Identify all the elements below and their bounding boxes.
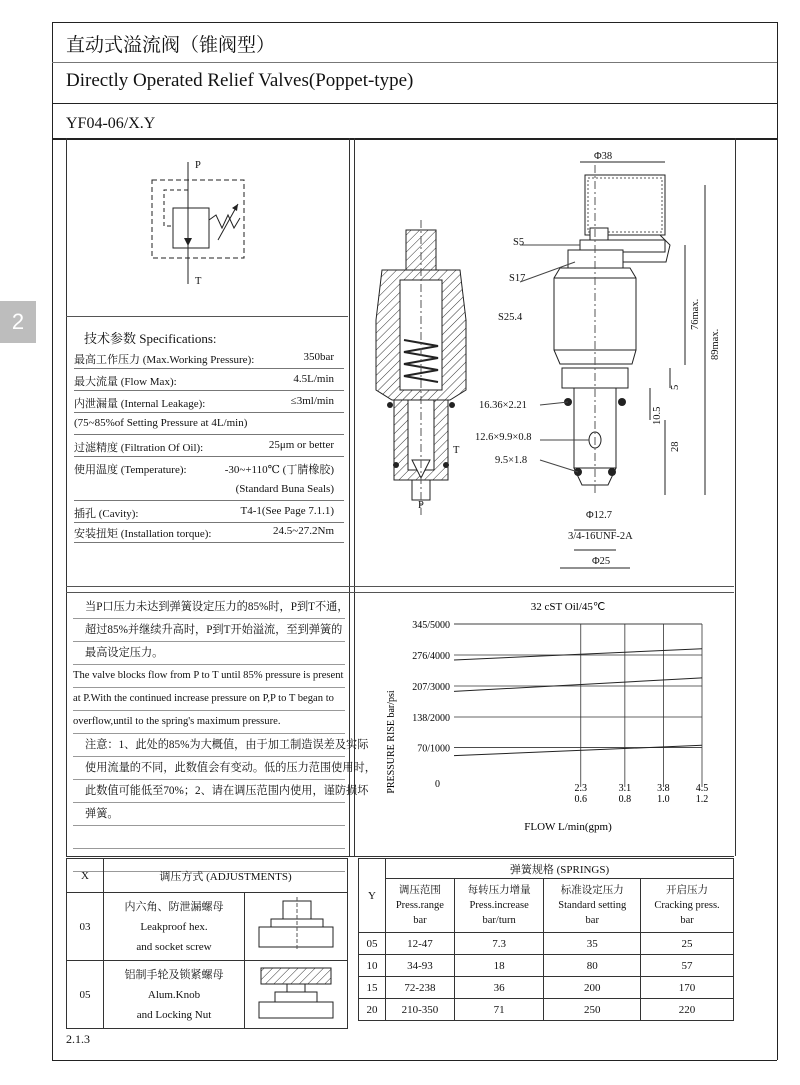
dim-28: 28 bbox=[670, 441, 681, 452]
header-divider bbox=[52, 103, 777, 104]
model-number: YF04-06/X.Y bbox=[66, 115, 156, 132]
chart-x-tick-label-gpm: 0.8 bbox=[618, 794, 632, 805]
frame-top bbox=[52, 22, 777, 23]
pressure-flow-chart bbox=[354, 592, 734, 852]
table-cell: 36 bbox=[454, 977, 544, 999]
spring-code: 20 bbox=[359, 999, 386, 1021]
chart-y-label: PRESSURE RISE bar/psi bbox=[386, 690, 397, 794]
chart-x-tick-label-gpm: 1.2 bbox=[695, 794, 709, 805]
table-row bbox=[359, 999, 734, 1021]
knob-illustration-cell bbox=[245, 961, 348, 1029]
table-cell: 18 bbox=[454, 955, 544, 977]
description-en-line: overflow,until to the spring's maximum pressure. bbox=[73, 711, 345, 734]
section-port-t: T bbox=[453, 445, 460, 456]
spec-row: 最大流量 (Flow Max): 4.5L/min bbox=[74, 370, 344, 391]
symbol-port-p: P bbox=[195, 160, 201, 171]
chart-x-tick-label-gpm: 0.6 bbox=[574, 794, 588, 805]
chart-x-tick-label-gpm: 1.0 bbox=[657, 794, 670, 805]
springs-col-standard: 标准设定压力 Standard setting bar bbox=[544, 879, 641, 933]
table-cell: 35 bbox=[544, 933, 641, 955]
dim-diameter-38: Φ38 bbox=[594, 151, 613, 162]
spring-code: 15 bbox=[359, 977, 386, 999]
table-cell: 200 bbox=[544, 977, 641, 999]
mid-divider bbox=[66, 586, 734, 587]
dim-s25-4: S25.4 bbox=[498, 312, 523, 323]
chart-y-tick-label: 0 bbox=[435, 779, 440, 790]
alum-knob-illustration bbox=[251, 964, 341, 1022]
description-en-line: at P.With the continued increase pressure on P,P to T began to bbox=[73, 688, 345, 711]
description-block bbox=[73, 596, 376, 872]
description-note-line: 注意：1、此处的85%为大概值，由于加工制造误差及实际 bbox=[73, 734, 345, 757]
description-note-line: 使用流量的不同，此数值会有变动。低的压力范围使用时， bbox=[73, 757, 345, 780]
description-cn-line: 超过85%并继续升高时，P到T开始溢流，至到弹簧的 bbox=[73, 619, 345, 642]
chart-x-tick-label: 2.3 bbox=[574, 783, 588, 794]
table-cell: 25 bbox=[641, 933, 734, 955]
dim-s5: S5 bbox=[513, 237, 525, 248]
table-row bbox=[67, 961, 348, 1029]
chart-y-tick-label: 70/1000 bbox=[417, 743, 450, 755]
title-english: Directly Operated Relief Valves(Poppet-type) bbox=[66, 70, 414, 91]
title-divider bbox=[52, 62, 777, 63]
hex-socket-illustration-cell bbox=[245, 893, 348, 961]
dim-s17: S17 bbox=[509, 273, 526, 284]
section-tab[interactable]: 2 bbox=[0, 301, 36, 343]
table-cell: 72-238 bbox=[386, 977, 455, 999]
frame-right bbox=[777, 22, 778, 1060]
hydraulic-symbol bbox=[140, 160, 260, 290]
description-en-line: The valve blocks flow from P to T until 85% pressure is present bbox=[73, 665, 345, 688]
spec-row: (Standard Buna Seals) bbox=[74, 480, 344, 501]
springs-header: 弹簧规格 (SPRINGS) bbox=[386, 859, 734, 879]
spec-row: 插孔 (Cavity): T4-1(See Page 7.1.1) bbox=[74, 502, 344, 523]
adjustments-table bbox=[66, 858, 348, 1029]
table-cell: 7.3 bbox=[454, 933, 544, 955]
table-cell: 220 bbox=[641, 999, 734, 1021]
section-port-p: P bbox=[418, 500, 424, 511]
specs-heading: 技术参数 Specifications: bbox=[84, 331, 217, 346]
description-blank-line bbox=[73, 826, 345, 849]
chart-y-tick-label: 276/4000 bbox=[412, 651, 450, 662]
spec-row: (75~85%of Setting Pressure at 4L/min) bbox=[74, 414, 344, 435]
dim-oring-1: 16.36×2.21 bbox=[479, 400, 527, 411]
table-row bbox=[359, 933, 734, 955]
spec-row: 过滤精度 (Filtration Of Oil): 25μm or better bbox=[74, 436, 344, 457]
spring-code: 10 bbox=[359, 955, 386, 977]
frame-left bbox=[52, 22, 53, 1060]
table-cell: 210-350 bbox=[386, 999, 455, 1021]
description-note-line: 此数值可能低至70%；2、请在调压范围内使用，谨防损坏 bbox=[73, 780, 345, 803]
dim-oring-3: 9.5×1.8 bbox=[495, 455, 528, 466]
dim-76max: 76max. bbox=[690, 298, 701, 330]
page-number: 2.1.3 bbox=[66, 1032, 90, 1046]
springs-col-y: Y bbox=[359, 859, 386, 933]
description-cn-line: 当P口压力未达到弹簧设定压力的85%时，P到T不通， bbox=[73, 596, 345, 619]
adjustment-desc: 内六角、防泄漏螺母 Leakproof hex. and socket screw bbox=[104, 893, 245, 961]
spec-row: 使用温度 (Temperature): -30~+110℃ (丁腈橡胶) bbox=[74, 464, 334, 476]
springs-col-range: 调压范围 Press.range bar bbox=[386, 879, 455, 933]
chart-x-label: FLOW L/min(gpm) bbox=[524, 821, 612, 833]
description-cn-line: 最高设定压力。 bbox=[73, 642, 345, 665]
chart-y-tick-label: 138/2000 bbox=[412, 713, 450, 724]
adjustment-code: 03 bbox=[67, 893, 104, 961]
chart-series-line bbox=[454, 678, 702, 691]
symbol-port-t: T bbox=[195, 276, 202, 287]
dim-thread: 3/4-16UNF-2A bbox=[568, 531, 633, 542]
table-row bbox=[359, 955, 734, 977]
title-chinese: 直动式溢流阀（锥阀型） bbox=[66, 35, 276, 56]
chart-y-tick-label: 345/5000 bbox=[412, 620, 450, 631]
chart-x-tick-label: 3.1 bbox=[618, 783, 632, 794]
hex-socket-screw-illustration bbox=[251, 897, 341, 953]
adjustments-col-x: X bbox=[67, 859, 104, 893]
table-row bbox=[359, 977, 734, 999]
table-cell: 57 bbox=[641, 955, 734, 977]
chart-x-tick-label: 4.5 bbox=[695, 783, 709, 794]
springs-col-increase: 每转压力增量 Press.increase bar/turn bbox=[454, 879, 544, 933]
table-cell: 250 bbox=[544, 999, 641, 1021]
dim-diameter-12-7: Φ12.7 bbox=[586, 510, 613, 521]
table-cell: 80 bbox=[544, 955, 641, 977]
springs-col-cracking: 开启压力 Cracking press. bar bbox=[641, 879, 734, 933]
spring-code: 05 bbox=[359, 933, 386, 955]
dim-10-5: 10.5 bbox=[652, 406, 663, 425]
symbol-divider bbox=[66, 316, 348, 317]
chart-y-tick-label: 207/3000 bbox=[412, 682, 450, 693]
adjustment-code: 05 bbox=[67, 961, 104, 1029]
cross-section-drawing bbox=[370, 220, 480, 520]
adjustments-header: 调压方式 (ADJUSTMENTS) bbox=[104, 859, 348, 893]
table-cell: 170 bbox=[641, 977, 734, 999]
adjustment-desc: 铝制手轮及锁紧螺母 Alum.Knob and Locking Nut bbox=[104, 961, 245, 1029]
table-cell: 12-47 bbox=[386, 933, 455, 955]
dim-5: 5 bbox=[670, 384, 681, 390]
spec-row: 安装扭矩 (Installation torque): 24.5~27.2Nm bbox=[74, 522, 344, 543]
chart-series-line bbox=[454, 745, 702, 755]
dim-89max: 89max. bbox=[710, 328, 721, 360]
frame-bottom bbox=[52, 1060, 777, 1061]
table-cell: 71 bbox=[454, 999, 544, 1021]
chart-series-line bbox=[454, 649, 702, 660]
springs-table bbox=[358, 858, 734, 1021]
table-row bbox=[67, 893, 348, 961]
description-note-line: 弹簧。 bbox=[73, 803, 345, 826]
spec-row: 最高工作压力 (Max.Working Pressure): 350bar bbox=[74, 348, 344, 369]
chart-x-tick-label: 3.8 bbox=[657, 783, 670, 794]
table-cell: 34-93 bbox=[386, 955, 455, 977]
spec-row: 内泄漏量 (Internal Leakage): ≤3ml/min bbox=[74, 392, 344, 413]
chart-title: 32 cST Oil/45℃ bbox=[530, 601, 606, 613]
dim-diameter-25: Φ25 bbox=[592, 556, 611, 567]
dim-oring-2: 12.6×9.9×0.8 bbox=[475, 432, 532, 443]
